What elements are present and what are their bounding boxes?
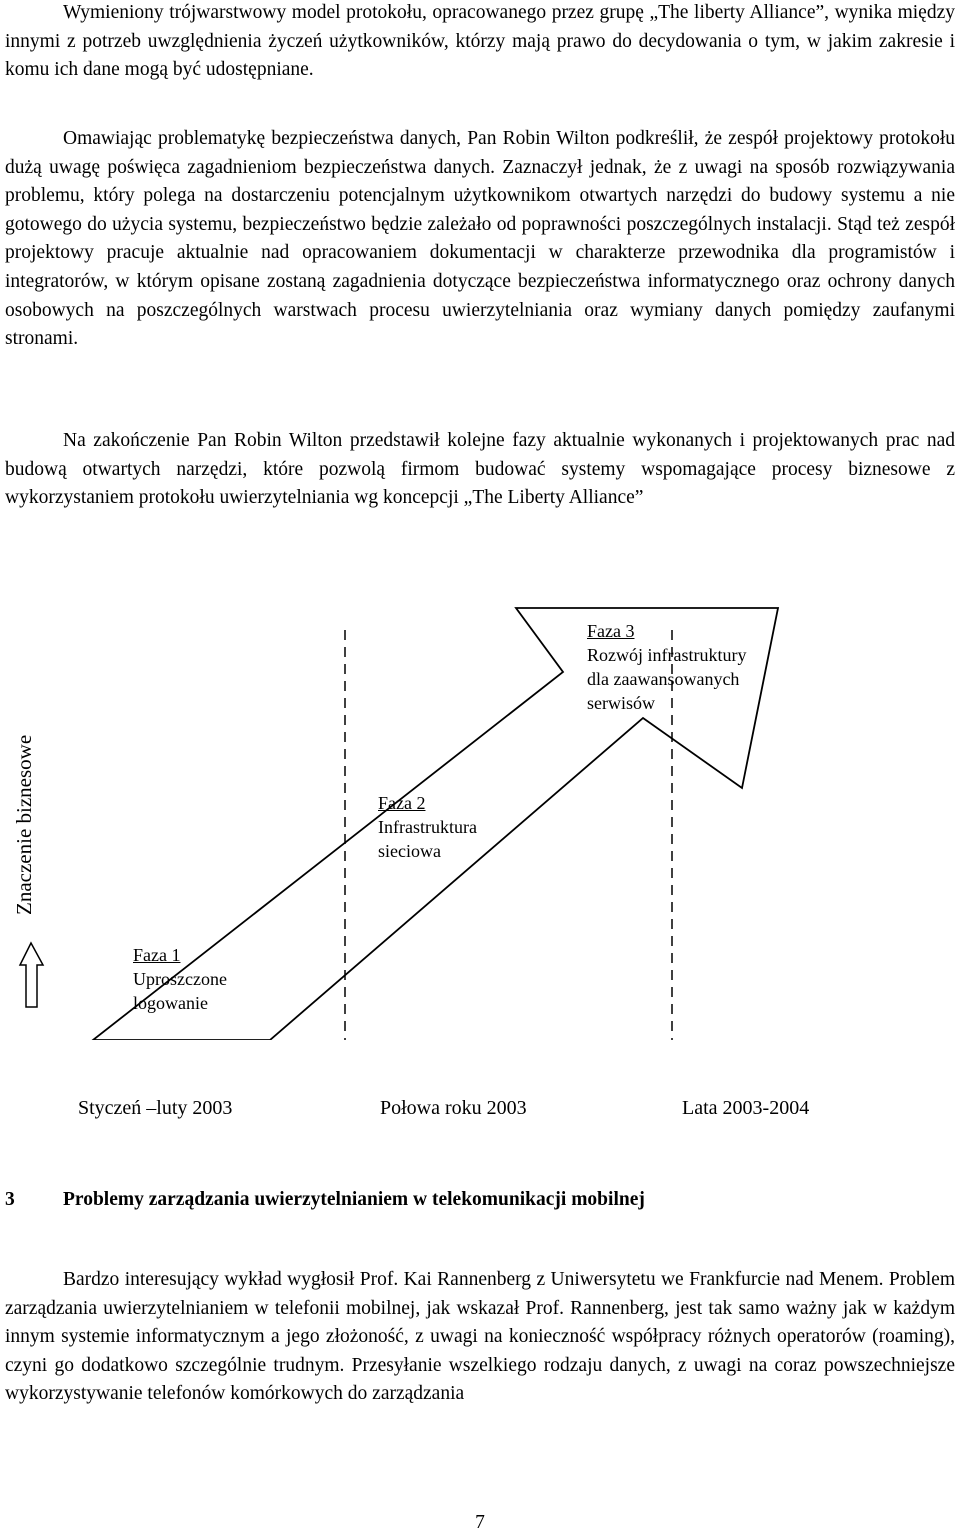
phase-1-title: Faza 1 — [133, 945, 181, 965]
paragraph-3: Na zakończenie Pan Robin Wilton przedstawił kolejne fazy aktualnie wykonanych i projektowanych prac nad budową otwartych narzędzi, które pozwolą firmom budować systemy wspomagające procesy biznesowe z wykorzystaniem protokołu uwierzytelniania wg koncepcji „The Liberty Alliance” — [5, 430, 955, 509]
paragraph-4: Bardzo interesujący wykład wygłosił Prof. Kai Rannenberg z Uniwersytetu we Frankfurcie nad Menem. Problem zarządzania uwierzytelnianiem w telefonii mobilnej, jak wskazał Prof. Rannenberg, jest tak samo ważny jak w każdym innym systemie informatycznym a jego złożoność, z uwagi na konieczność współpracy różnych operatorów (roaming), czyni go dodatkowo szczególnie trudnym. Przesyłanie wszelkiego rodzaju danych, z uwagi na coraz powszechniejsze wykorzystywanie telefonów komórkowych do zarządzania — [5, 1269, 955, 1405]
x-label-2: Połowa roku 2003 — [380, 1097, 527, 1119]
phase-2-line-1: Infrastruktura — [378, 817, 477, 837]
phase-3-line-2: dla zaawansowanych — [587, 669, 740, 689]
phase-3-line-1: Rozwój infrastruktury — [587, 645, 747, 665]
page-number: 7 — [475, 1512, 485, 1533]
phase-1-line-2: logowanie — [133, 993, 208, 1013]
paragraph-2: Omawiając problematykę bezpieczeństwa danych, Pan Robin Wilton podkreślił, że zespół projektowy protokołu dużą uwagę poświęca zagadnieniom bezpieczeństwa danych. Zaznaczył jednak, że z uwagi na sposób rozwiązywania problemu, który polega na dostarczeniu potencjalnym użytkownikom otwartych narzędzi do budowy systemu a nie gotowego do użycia systemu, bezpieczeństwo będzie zależało od poprawności poszczególnych instalacji. Stąd też zespół projektowy pracuje aktualnie nad opracowaniem dokumentacji w charakterze przewodnika dla programistów i integratorów, w którym opisane zostaną zagadnienia dotyczące bezpieczeństwa informatycznego oraz ochrony danych osobowych na poszczególnych warstwach procesu uwierzytelniania oraz wymiany danych pomiędzy zaufanymi stronami. — [5, 128, 955, 350]
paragraph-1: Wymieniony trójwarstwowy model protokołu, opracowanego przez grupę „The liberty Alliance”, wynika między innymi z potrzeb uwzględnienia życzeń użytkowników, którzy mają prawo do decydowania o tym, w jakim zakresie i komu ich dane mogą być udostępniane. — [5, 2, 955, 81]
phase-3-title: Faza 3 — [587, 621, 635, 641]
phase-1-label — [133, 943, 227, 1015]
y-axis-label: Znaczenie biznesowe — [12, 734, 36, 915]
section-number: 3 — [5, 1189, 15, 1210]
phase-1-line-1: Uproszczone — [133, 969, 227, 989]
x-label-1: Styczeń –luty 2003 — [78, 1097, 233, 1119]
section-title: Problemy zarządzania uwierzytelnianiem w telekomunikacji mobilnej — [63, 1189, 645, 1210]
section-heading — [5, 1189, 645, 1211]
phase-2-title: Faza 2 — [378, 793, 426, 813]
x-label-3: Lata 2003-2004 — [682, 1097, 810, 1119]
up-arrow-icon — [20, 943, 43, 1007]
phase-2-line-2: sieciowa — [378, 841, 441, 861]
phase-3-line-3: serwisów — [587, 693, 655, 713]
phase-3-label — [587, 619, 746, 715]
phase-2-label — [378, 791, 477, 863]
